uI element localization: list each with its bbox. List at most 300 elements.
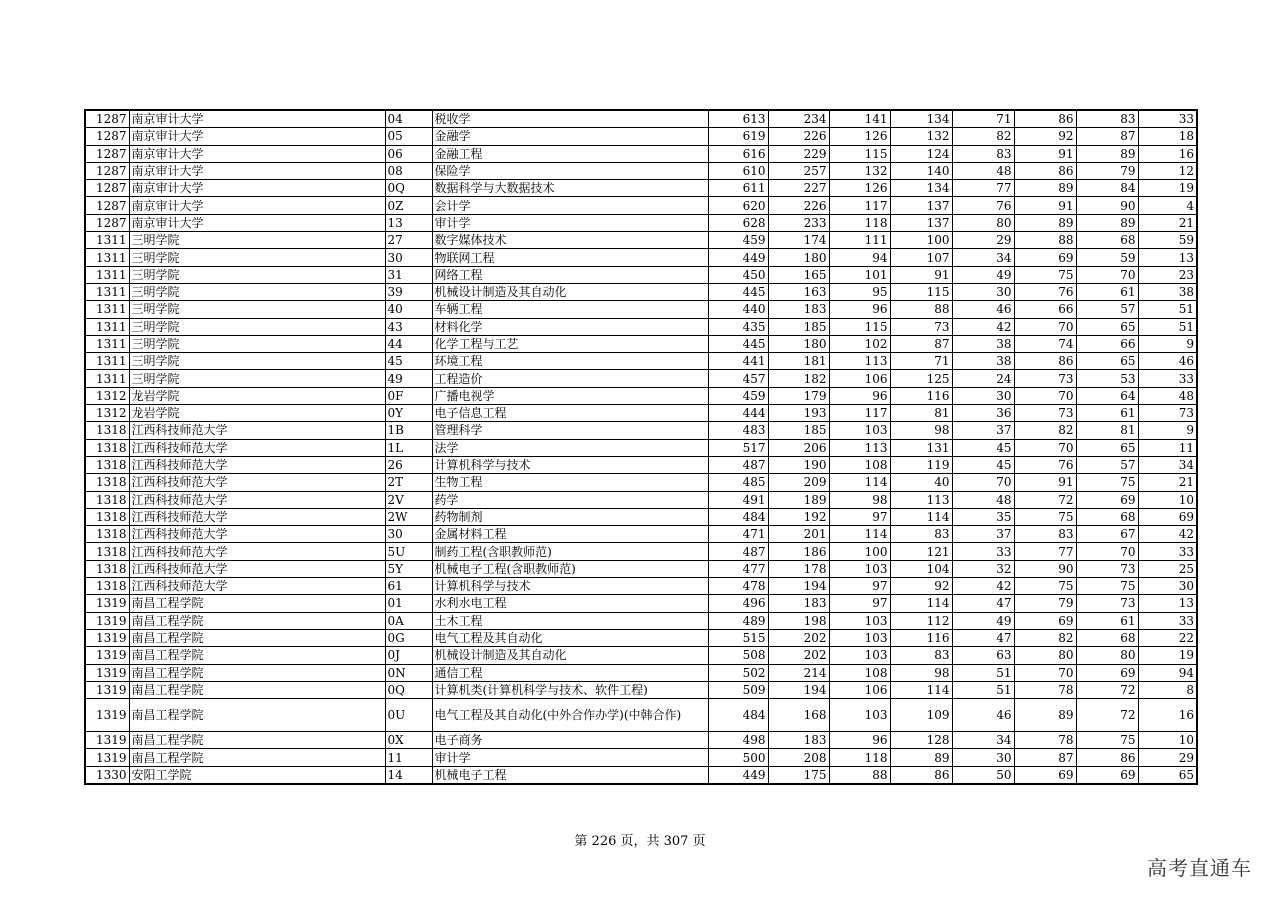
cell-score-3: 83: [890, 647, 952, 664]
cell-school-code: 1319: [85, 699, 129, 732]
cell-score-4: 77: [952, 180, 1014, 197]
cell-score-3: 128: [890, 732, 952, 749]
cell-score-1: 179: [768, 387, 829, 404]
cell-score-4: 29: [952, 232, 1014, 249]
cell-school-code: 1319: [85, 595, 129, 612]
cell-major-name: 法学: [432, 439, 708, 456]
cell-school-name: 江西科技师范大学: [129, 526, 385, 543]
cell-school-name: 江西科技师范大学: [129, 422, 385, 439]
cell-major-name: 物联网工程: [432, 249, 708, 266]
cell-score-4: 34: [952, 732, 1014, 749]
cell-score-total: 457: [708, 370, 768, 387]
cell-score-4: 30: [952, 387, 1014, 404]
cell-score-2: 103: [829, 647, 890, 664]
table-row: [85, 370, 1197, 387]
cell-score-total: 628: [708, 214, 768, 231]
cell-score-6: 66: [1076, 335, 1138, 352]
cell-major-name: 化学工程与工艺: [432, 335, 708, 352]
cell-score-2: 108: [829, 456, 890, 473]
cell-major-name: 机械电子工程: [432, 766, 708, 784]
cell-major-code: 2W: [385, 508, 432, 525]
cell-major-code: 0Q: [385, 681, 432, 698]
cell-school-code: 1287: [85, 180, 129, 197]
cell-score-7: 21: [1138, 214, 1197, 231]
cell-score-1: 226: [768, 128, 829, 145]
table-row: [85, 766, 1197, 784]
cell-score-6: 65: [1076, 439, 1138, 456]
table-row: [85, 508, 1197, 525]
cell-school-name: 南昌工程学院: [129, 749, 385, 766]
cell-score-6: 53: [1076, 370, 1138, 387]
cell-score-5: 91: [1014, 145, 1076, 162]
cell-score-2: 113: [829, 439, 890, 456]
cell-score-5: 91: [1014, 197, 1076, 214]
table-row: [85, 560, 1197, 577]
cell-major-name: 环境工程: [432, 353, 708, 370]
cell-score-1: 182: [768, 370, 829, 387]
cell-major-code: 0G: [385, 629, 432, 646]
cell-major-name: 制药工程(含职教师范): [432, 543, 708, 560]
cell-score-2: 103: [829, 422, 890, 439]
cell-score-7: 16: [1138, 145, 1197, 162]
cell-school-code: 1312: [85, 387, 129, 404]
cell-score-3: 91: [890, 266, 952, 283]
table-row: [85, 387, 1197, 404]
cell-major-code: 06: [385, 145, 432, 162]
cell-score-6: 73: [1076, 560, 1138, 577]
cell-score-5: 80: [1014, 647, 1076, 664]
cell-school-code: 1318: [85, 543, 129, 560]
cell-major-name: 生物工程: [432, 474, 708, 491]
cell-score-total: 450: [708, 266, 768, 283]
cell-score-6: 64: [1076, 387, 1138, 404]
cell-major-code: 1L: [385, 439, 432, 456]
cell-major-code: 0Z: [385, 197, 432, 214]
cell-score-total: 619: [708, 128, 768, 145]
cell-score-6: 73: [1076, 595, 1138, 612]
cell-score-6: 89: [1076, 214, 1138, 231]
cell-major-name: 管理科学: [432, 422, 708, 439]
cell-school-code: 1318: [85, 456, 129, 473]
cell-score-1: 202: [768, 629, 829, 646]
cell-major-code: 45: [385, 353, 432, 370]
cell-score-4: 63: [952, 647, 1014, 664]
cell-school-code: 1287: [85, 197, 129, 214]
cell-school-name: 三明学院: [129, 232, 385, 249]
cell-score-5: 82: [1014, 629, 1076, 646]
cell-score-4: 34: [952, 249, 1014, 266]
cell-major-name: 电气工程及其自动化(中外合作办学)(中韩合作): [432, 699, 708, 732]
cell-major-code: 08: [385, 162, 432, 179]
cell-score-2: 106: [829, 681, 890, 698]
cell-score-5: 69: [1014, 612, 1076, 629]
cell-major-name: 药物制剂: [432, 508, 708, 525]
cell-score-total: 484: [708, 508, 768, 525]
cell-score-4: 51: [952, 664, 1014, 681]
cell-score-4: 45: [952, 439, 1014, 456]
cell-score-4: 35: [952, 508, 1014, 525]
cell-score-total: 449: [708, 249, 768, 266]
cell-score-4: 45: [952, 456, 1014, 473]
cell-school-name: 江西科技师范大学: [129, 474, 385, 491]
cell-major-name: 金属材料工程: [432, 526, 708, 543]
cell-major-name: 计算机科学与技术: [432, 456, 708, 473]
cell-school-code: 1318: [85, 560, 129, 577]
cell-score-3: 121: [890, 543, 952, 560]
cell-score-2: 118: [829, 749, 890, 766]
cell-score-6: 75: [1076, 474, 1138, 491]
cell-score-1: 190: [768, 456, 829, 473]
cell-score-2: 100: [829, 543, 890, 560]
cell-score-3: 92: [890, 578, 952, 595]
cell-major-code: 43: [385, 318, 432, 335]
cell-school-code: 1319: [85, 749, 129, 766]
cell-score-total: 487: [708, 543, 768, 560]
cell-score-2: 94: [829, 249, 890, 266]
cell-score-3: 73: [890, 318, 952, 335]
cell-school-name: 安阳工学院: [129, 766, 385, 784]
cell-score-4: 46: [952, 301, 1014, 318]
cell-score-3: 88: [890, 301, 952, 318]
cell-score-4: 49: [952, 612, 1014, 629]
cell-major-name: 数字媒体技术: [432, 232, 708, 249]
cell-score-5: 86: [1014, 162, 1076, 179]
table-row: [85, 128, 1197, 145]
cell-major-code: 0X: [385, 732, 432, 749]
cell-score-4: 32: [952, 560, 1014, 577]
cell-score-5: 69: [1014, 249, 1076, 266]
cell-score-3: 137: [890, 197, 952, 214]
cell-score-3: 140: [890, 162, 952, 179]
cell-score-6: 68: [1076, 232, 1138, 249]
cell-score-4: 50: [952, 766, 1014, 784]
cell-score-6: 68: [1076, 508, 1138, 525]
cell-major-code: 05: [385, 128, 432, 145]
table-row: [85, 629, 1197, 646]
cell-school-code: 1318: [85, 439, 129, 456]
cell-score-3: 125: [890, 370, 952, 387]
cell-score-5: 82: [1014, 422, 1076, 439]
cell-score-2: 98: [829, 491, 890, 508]
cell-school-code: 1312: [85, 405, 129, 422]
cell-school-name: 南京审计大学: [129, 180, 385, 197]
table-row: [85, 491, 1197, 508]
table-row: [85, 578, 1197, 595]
cell-score-6: 89: [1076, 145, 1138, 162]
cell-major-code: 30: [385, 249, 432, 266]
cell-major-name: 电气工程及其自动化: [432, 629, 708, 646]
cell-score-6: 83: [1076, 110, 1138, 128]
cell-score-3: 134: [890, 110, 952, 128]
cell-school-code: 1287: [85, 110, 129, 128]
cell-score-6: 69: [1076, 766, 1138, 784]
cell-score-2: 102: [829, 335, 890, 352]
cell-score-1: 183: [768, 732, 829, 749]
cell-score-6: 57: [1076, 301, 1138, 318]
cell-score-6: 67: [1076, 526, 1138, 543]
cell-score-2: 97: [829, 508, 890, 525]
cell-major-code: 44: [385, 335, 432, 352]
cell-school-name: 三明学院: [129, 249, 385, 266]
cell-school-name: 江西科技师范大学: [129, 439, 385, 456]
cell-school-code: 1318: [85, 474, 129, 491]
cell-score-4: 37: [952, 526, 1014, 543]
cell-score-2: 103: [829, 699, 890, 732]
cell-score-5: 89: [1014, 699, 1076, 732]
cell-score-7: 10: [1138, 732, 1197, 749]
cell-score-1: 192: [768, 508, 829, 525]
cell-score-total: 517: [708, 439, 768, 456]
cell-major-name: 会计学: [432, 197, 708, 214]
page-number: 第 226 页，共 307 页: [574, 834, 706, 849]
cell-school-name: 南京审计大学: [129, 145, 385, 162]
table-row: [85, 543, 1197, 560]
cell-score-7: 23: [1138, 266, 1197, 283]
cell-score-5: 78: [1014, 681, 1076, 698]
cell-school-code: 1311: [85, 283, 129, 300]
cell-score-5: 86: [1014, 353, 1076, 370]
cell-score-1: 202: [768, 647, 829, 664]
cell-score-1: 185: [768, 422, 829, 439]
cell-score-2: 106: [829, 370, 890, 387]
cell-major-name: 机械设计制造及其自动化: [432, 647, 708, 664]
cell-score-5: 73: [1014, 370, 1076, 387]
cell-score-total: 471: [708, 526, 768, 543]
cell-score-2: 108: [829, 664, 890, 681]
cell-score-total: 445: [708, 335, 768, 352]
cell-score-5: 89: [1014, 180, 1076, 197]
cell-school-name: 三明学院: [129, 353, 385, 370]
cell-school-code: 1287: [85, 128, 129, 145]
table-row: [85, 612, 1197, 629]
cell-major-code: 0Q: [385, 180, 432, 197]
cell-score-total: 441: [708, 353, 768, 370]
cell-score-1: 180: [768, 335, 829, 352]
cell-score-5: 89: [1014, 214, 1076, 231]
cell-score-3: 116: [890, 629, 952, 646]
table-row: [85, 110, 1197, 128]
cell-score-2: 118: [829, 214, 890, 231]
cell-score-7: 59: [1138, 232, 1197, 249]
cell-major-name: 税收学: [432, 110, 708, 128]
cell-score-6: 75: [1076, 732, 1138, 749]
cell-score-7: 42: [1138, 526, 1197, 543]
cell-school-name: 三明学院: [129, 335, 385, 352]
table-row: [85, 749, 1197, 766]
cell-school-name: 江西科技师范大学: [129, 543, 385, 560]
cell-school-name: 南昌工程学院: [129, 664, 385, 681]
cell-score-5: 83: [1014, 526, 1076, 543]
cell-score-7: 29: [1138, 749, 1197, 766]
cell-score-1: 178: [768, 560, 829, 577]
cell-score-5: 75: [1014, 578, 1076, 595]
cell-major-code: 0U: [385, 699, 432, 732]
cell-score-2: 115: [829, 145, 890, 162]
cell-score-total: 459: [708, 387, 768, 404]
cell-score-1: 194: [768, 578, 829, 595]
cell-score-total: 445: [708, 283, 768, 300]
cell-score-3: 119: [890, 456, 952, 473]
cell-score-5: 70: [1014, 439, 1076, 456]
cell-score-4: 36: [952, 405, 1014, 422]
cell-major-code: 0N: [385, 664, 432, 681]
cell-school-name: 南京审计大学: [129, 214, 385, 231]
cell-major-name: 电子商务: [432, 732, 708, 749]
cell-major-name: 计算机类(计算机科学与技术、软件工程): [432, 681, 708, 698]
admission-scores-table: [84, 109, 1198, 785]
cell-major-code: 31: [385, 266, 432, 283]
cell-score-3: 109: [890, 699, 952, 732]
cell-score-6: 80: [1076, 647, 1138, 664]
cell-score-total: 502: [708, 664, 768, 681]
cell-score-4: 24: [952, 370, 1014, 387]
cell-score-1: 206: [768, 439, 829, 456]
cell-major-name: 通信工程: [432, 664, 708, 681]
cell-score-2: 96: [829, 301, 890, 318]
cell-school-name: 南昌工程学院: [129, 681, 385, 698]
cell-school-code: 1330: [85, 766, 129, 784]
cell-score-7: 12: [1138, 162, 1197, 179]
cell-score-2: 88: [829, 766, 890, 784]
cell-score-5: 75: [1014, 266, 1076, 283]
table-row: [85, 283, 1197, 300]
cell-score-total: 485: [708, 474, 768, 491]
cell-score-6: 72: [1076, 699, 1138, 732]
cell-score-6: 70: [1076, 266, 1138, 283]
cell-major-name: 材料化学: [432, 318, 708, 335]
cell-score-total: 440: [708, 301, 768, 318]
cell-major-code: 11: [385, 749, 432, 766]
cell-major-name: 广播电视学: [432, 387, 708, 404]
cell-score-3: 98: [890, 422, 952, 439]
cell-score-3: 112: [890, 612, 952, 629]
table-row: [85, 681, 1197, 698]
cell-score-7: 9: [1138, 422, 1197, 439]
cell-score-6: 90: [1076, 197, 1138, 214]
cell-school-name: 江西科技师范大学: [129, 578, 385, 595]
cell-major-code: 04: [385, 110, 432, 128]
cell-score-3: 132: [890, 128, 952, 145]
cell-score-7: 65: [1138, 766, 1197, 784]
cell-school-code: 1319: [85, 732, 129, 749]
cell-score-6: 81: [1076, 422, 1138, 439]
cell-major-code: 0F: [385, 387, 432, 404]
cell-score-4: 38: [952, 353, 1014, 370]
cell-score-1: 183: [768, 301, 829, 318]
cell-score-total: 610: [708, 162, 768, 179]
cell-score-4: 42: [952, 318, 1014, 335]
cell-school-name: 南昌工程学院: [129, 732, 385, 749]
cell-score-5: 88: [1014, 232, 1076, 249]
cell-score-6: 87: [1076, 128, 1138, 145]
cell-school-code: 1318: [85, 422, 129, 439]
cell-score-3: 124: [890, 145, 952, 162]
cell-score-7: 38: [1138, 283, 1197, 300]
cell-score-6: 84: [1076, 180, 1138, 197]
cell-school-name: 龙岩学院: [129, 387, 385, 404]
cell-school-name: 江西科技师范大学: [129, 456, 385, 473]
cell-score-4: 83: [952, 145, 1014, 162]
cell-school-name: 江西科技师范大学: [129, 508, 385, 525]
cell-score-6: 68: [1076, 629, 1138, 646]
cell-school-name: 龙岩学院: [129, 405, 385, 422]
cell-score-1: 208: [768, 749, 829, 766]
cell-score-1: 163: [768, 283, 829, 300]
cell-score-4: 49: [952, 266, 1014, 283]
cell-score-total: 449: [708, 766, 768, 784]
cell-score-4: 48: [952, 162, 1014, 179]
watermark-logo: 高考直通车: [1147, 856, 1252, 880]
cell-score-7: 19: [1138, 647, 1197, 664]
cell-score-total: 491: [708, 491, 768, 508]
cell-score-1: 181: [768, 353, 829, 370]
cell-score-1: 189: [768, 491, 829, 508]
table-row: [85, 197, 1197, 214]
cell-score-1: 226: [768, 197, 829, 214]
cell-major-name: 机械设计制造及其自动化: [432, 283, 708, 300]
cell-score-5: 86: [1014, 110, 1076, 128]
cell-score-5: 69: [1014, 766, 1076, 784]
cell-score-3: 104: [890, 560, 952, 577]
cell-score-7: 94: [1138, 664, 1197, 681]
cell-score-total: 500: [708, 749, 768, 766]
cell-score-total: 613: [708, 110, 768, 128]
cell-major-name: 金融学: [432, 128, 708, 145]
cell-score-3: 115: [890, 283, 952, 300]
cell-score-4: 30: [952, 749, 1014, 766]
cell-score-total: 489: [708, 612, 768, 629]
table-row: [85, 145, 1197, 162]
cell-score-7: 51: [1138, 318, 1197, 335]
cell-score-2: 117: [829, 197, 890, 214]
cell-score-5: 75: [1014, 508, 1076, 525]
cell-score-2: 95: [829, 283, 890, 300]
table-row: [85, 474, 1197, 491]
cell-score-total: 616: [708, 145, 768, 162]
table-row: [85, 214, 1197, 231]
cell-score-5: 78: [1014, 732, 1076, 749]
cell-score-1: 180: [768, 249, 829, 266]
cell-school-code: 1311: [85, 335, 129, 352]
cell-score-6: 69: [1076, 664, 1138, 681]
cell-school-code: 1319: [85, 612, 129, 629]
cell-score-1: 234: [768, 110, 829, 128]
cell-school-code: 1287: [85, 162, 129, 179]
cell-score-6: 61: [1076, 283, 1138, 300]
cell-school-name: 南昌工程学院: [129, 612, 385, 629]
cell-major-code: 30: [385, 526, 432, 543]
cell-school-name: 南京审计大学: [129, 197, 385, 214]
cell-score-4: 47: [952, 595, 1014, 612]
cell-score-5: 70: [1014, 387, 1076, 404]
cell-score-1: 193: [768, 405, 829, 422]
cell-score-7: 21: [1138, 474, 1197, 491]
cell-score-3: 83: [890, 526, 952, 543]
cell-score-7: 69: [1138, 508, 1197, 525]
cell-score-1: 168: [768, 699, 829, 732]
cell-major-code: 0Y: [385, 405, 432, 422]
cell-school-name: 南京审计大学: [129, 110, 385, 128]
cell-school-name: 三明学院: [129, 318, 385, 335]
cell-score-7: 22: [1138, 629, 1197, 646]
cell-score-7: 30: [1138, 578, 1197, 595]
cell-score-2: 96: [829, 732, 890, 749]
table-row: [85, 664, 1197, 681]
cell-major-name: 计算机科学与技术: [432, 578, 708, 595]
cell-score-7: 8: [1138, 681, 1197, 698]
cell-score-7: 11: [1138, 439, 1197, 456]
cell-major-name: 审计学: [432, 749, 708, 766]
